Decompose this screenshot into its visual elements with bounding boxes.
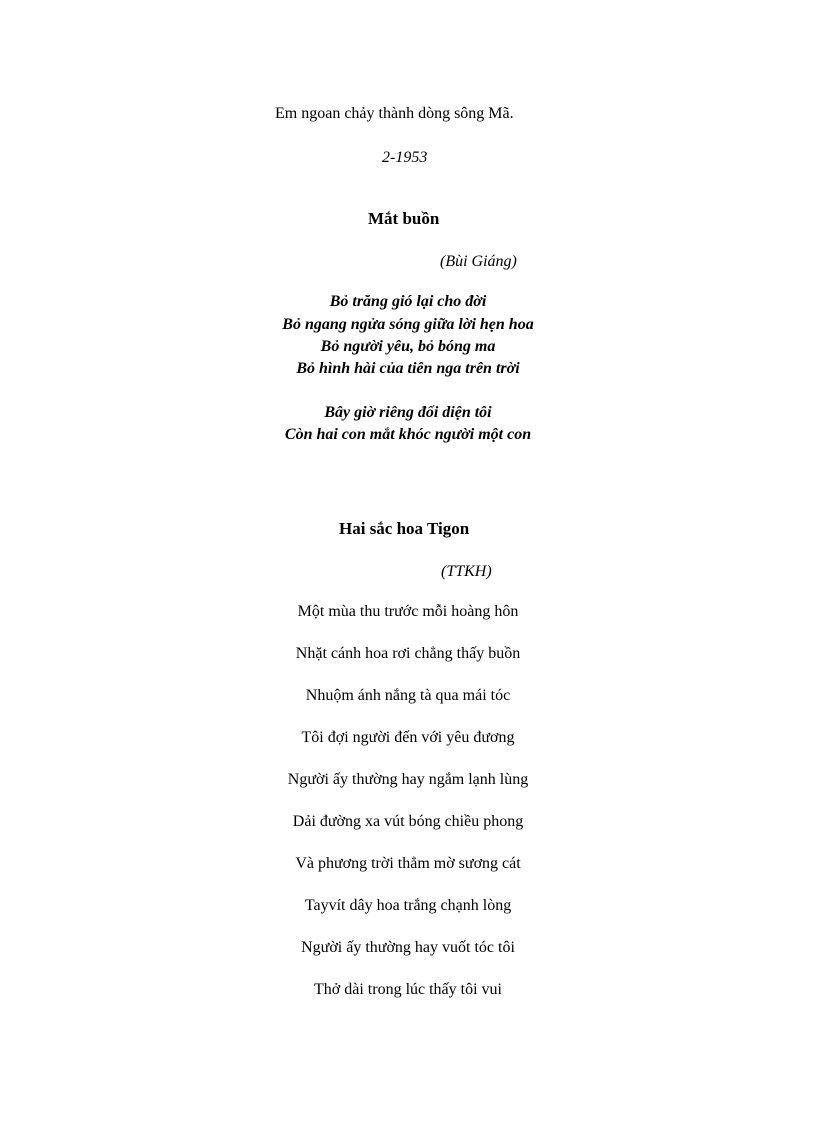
poem-date: 2-1953 — [382, 149, 428, 166]
mat-buon-stanza1-line2: Bỏ ngang ngửa sóng giữa lời hẹn hoa — [282, 316, 534, 333]
tigon-line-5: Người ấy thường hay ngắm lạnh lùng — [287, 771, 529, 788]
mat-buon-stanza2-line1: Bây giờ riêng đối diện tôi — [324, 404, 492, 421]
poem-title-mat-buon: Mắt buồn — [368, 209, 440, 228]
mat-buon-stanza1-line4: Bỏ hình hài của tiên nga trên trời — [296, 360, 520, 377]
tigon-line-4: Tôi đợi người đến với yêu đương — [301, 729, 515, 746]
tigon-line-3: Nhuộm ánh nắng tà qua mái tóc — [305, 687, 511, 704]
mat-buon-stanza2-line2: Còn hai con mắt khóc người một con — [284, 426, 532, 443]
poem-author-ttkh: (TTKH) — [441, 563, 492, 580]
tigon-line-1: Một mùa thu trước mỗi hoàng hôn — [297, 603, 519, 620]
mat-buon-stanza1-line1: Bỏ trăng gió lại cho đời — [329, 293, 487, 310]
tigon-line-2: Nhặt cánh hoa rơi chẳng thấy buồn — [295, 645, 521, 662]
previous-poem-last-line: Em ngoan chảy thành dòng sông Mã. — [275, 105, 514, 122]
poem-title-tigon: Hai sắc hoa Tigon — [339, 519, 470, 538]
tigon-line-10: Thở dài trong lúc thấy tôi vui — [314, 981, 502, 998]
mat-buon-stanza1-line3: Bỏ người yêu, bỏ bóng ma — [320, 338, 496, 355]
tigon-line-6: Dải đường xa vút bóng chiều phong — [292, 813, 524, 830]
tigon-line-7: Và phương trời thẳm mờ sương cát — [295, 855, 521, 872]
tigon-line-8: Tayvít dây hoa trắng chạnh lòng — [304, 897, 512, 914]
tigon-line-9: Người ấy thường hay vuốt tóc tôi — [301, 939, 515, 956]
poem-author-bui-giang: (Bùi Giáng) — [440, 253, 517, 270]
